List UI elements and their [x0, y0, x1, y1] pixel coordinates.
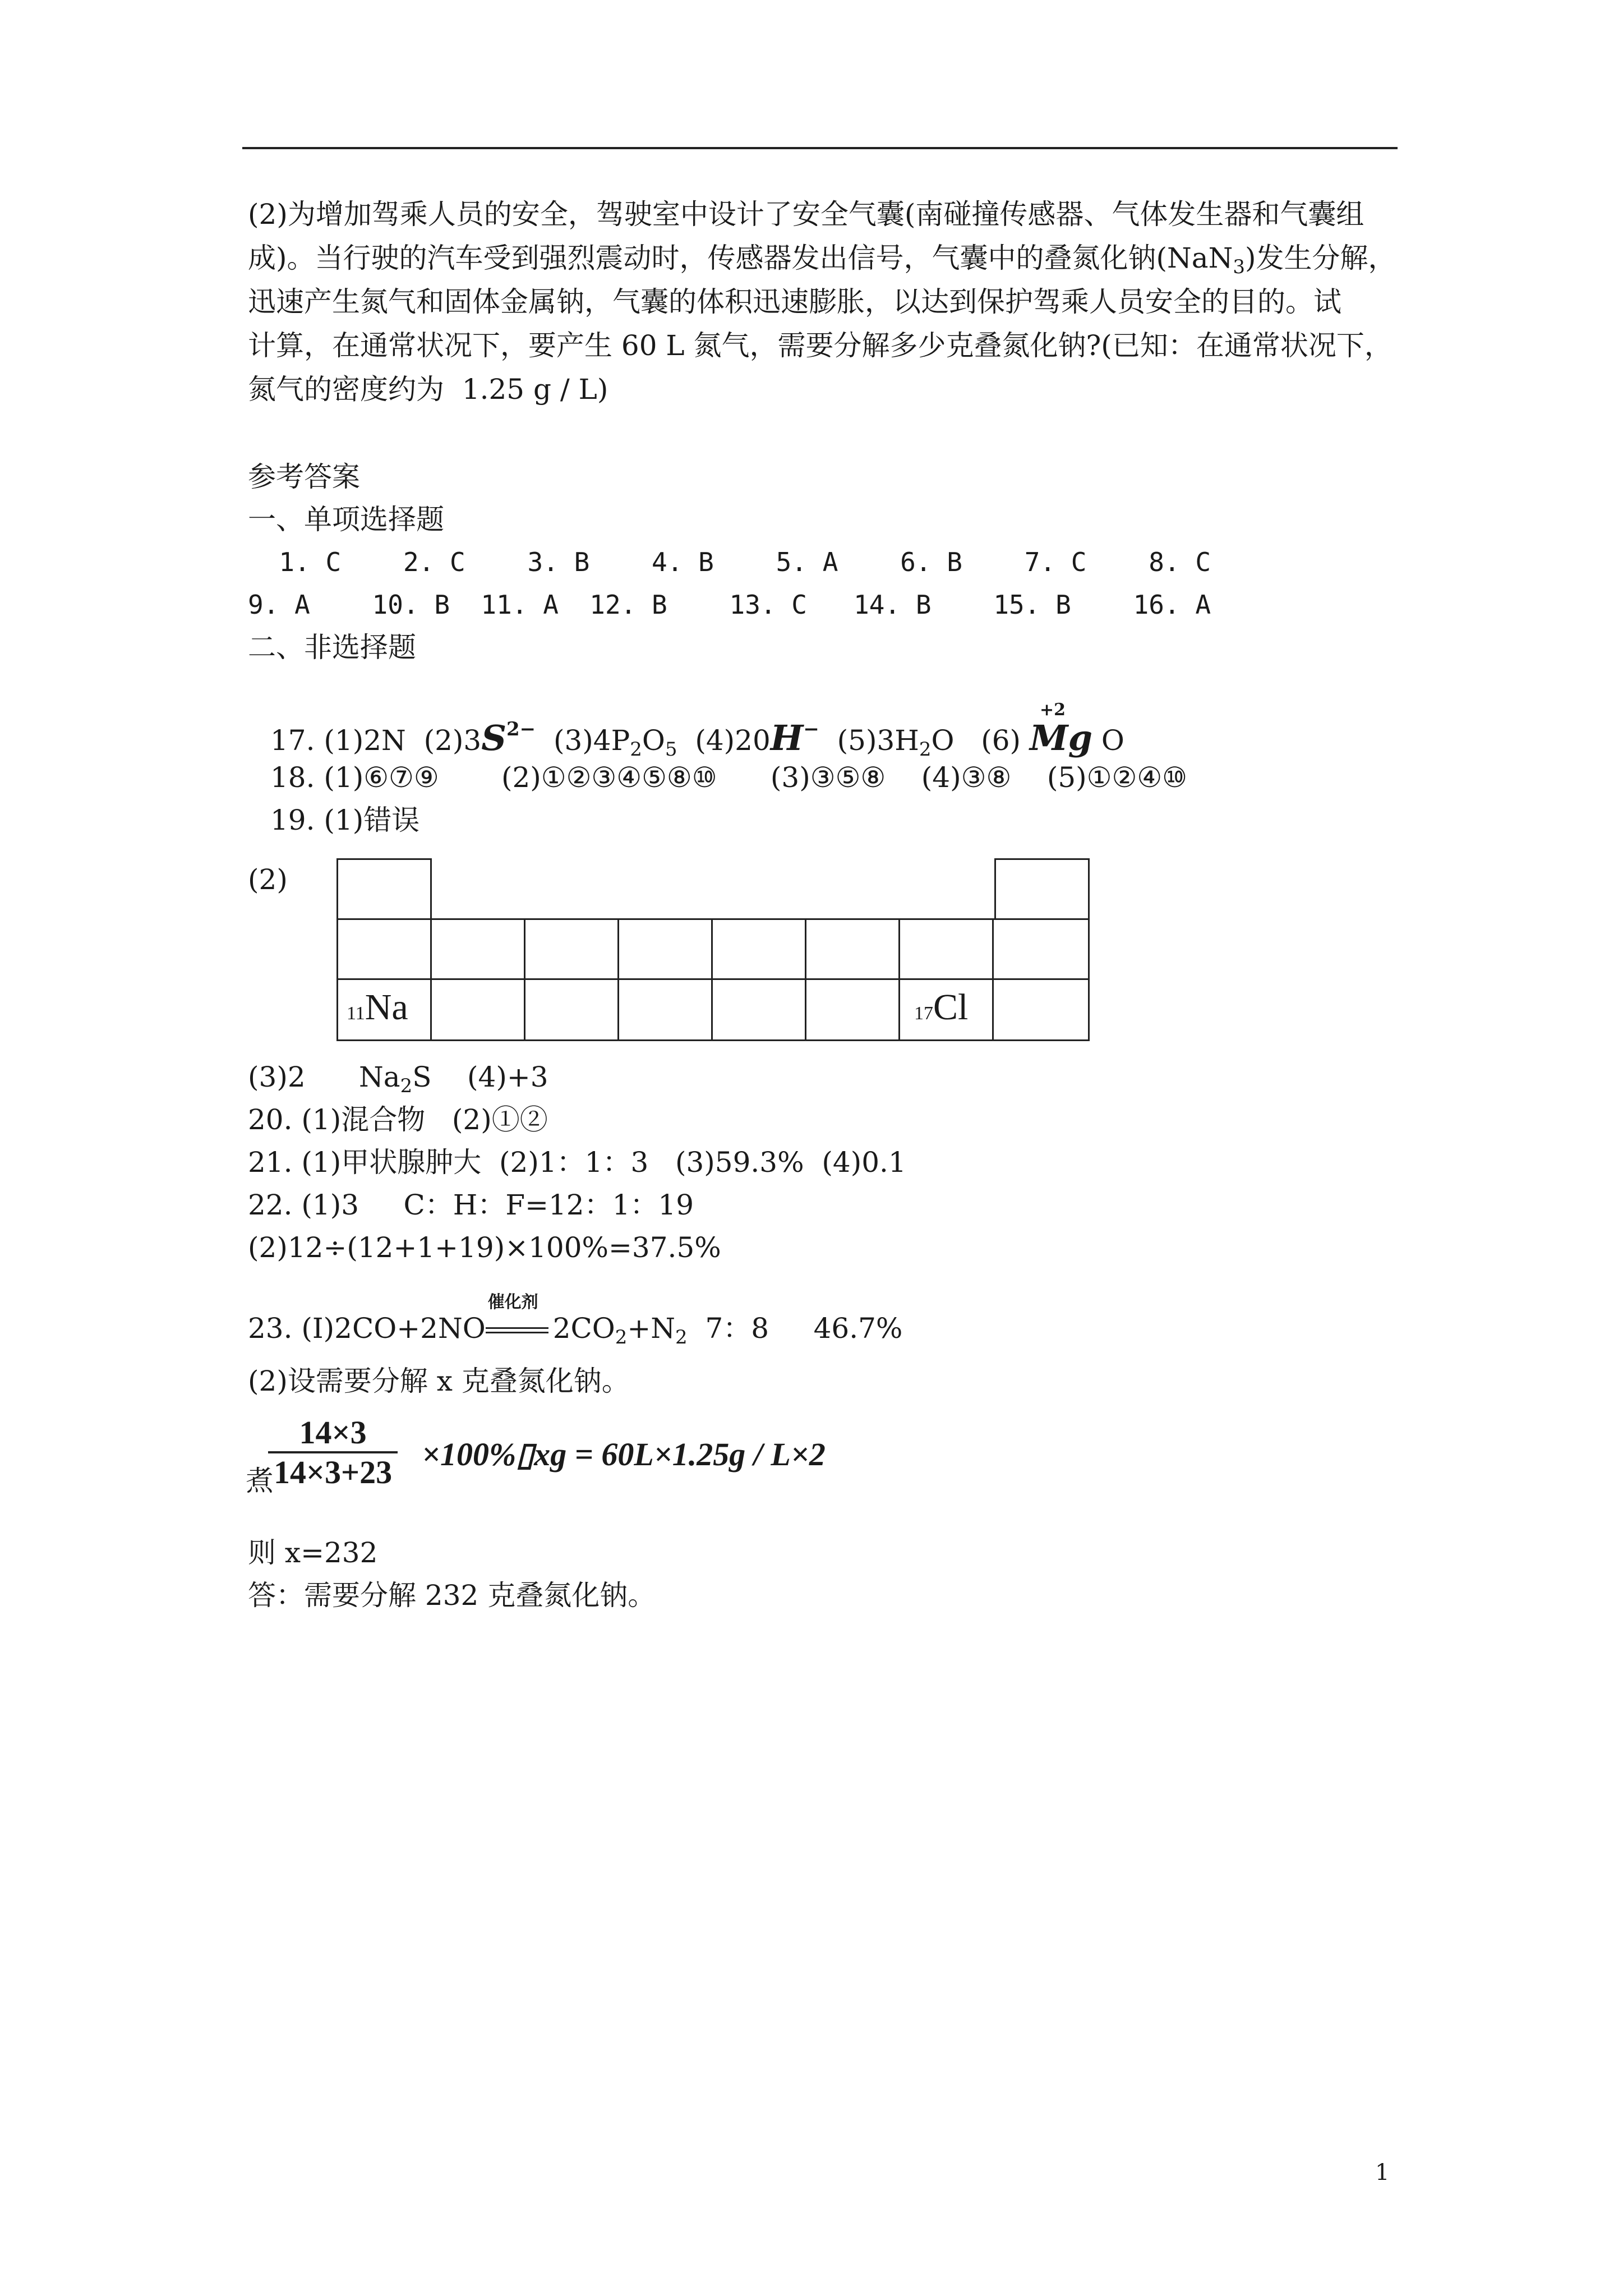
table-cell	[336, 858, 432, 920]
fraction-denominator: 14×3+23	[274, 1454, 393, 1490]
element-chlorine: 17Cl	[914, 987, 969, 1028]
mc-answers-row-1: 1. C 2. C 3. B 4. B 5. A 6. B 7. C 8. C	[248, 547, 1211, 577]
answer-22-2: (2)12÷(12+1+19)×100%=37.5%	[248, 1231, 721, 1264]
table-cell	[992, 978, 1090, 1041]
section-non-choice: 二、非选择题	[248, 631, 416, 664]
table-cell	[805, 918, 900, 980]
section-single-choice: 一、单项选择题	[248, 503, 444, 536]
answer-18: 18. (1)⑥⑦⑨ (2)①②③④⑤⑧⑩ (3)③⑤⑧ (4)③⑧ (5)①②④⑩	[270, 761, 1187, 794]
problem-line-5: 氮气的密度约为 1.25 g / L)	[248, 373, 608, 406]
problem-line-2: 成)。当行驶的汽车受到强烈震动时，传感器发出信号，气囊中的叠氮化钠(NaN$_3$)发生分解，	[248, 242, 1396, 278]
reaction-equals-sign	[486, 1292, 553, 1342]
answer-21: 21. (1)甲状腺肿大 (2)1：1：3 (3)59.3% (4)0.1	[248, 1146, 906, 1179]
formula-tail: ×100%▯xg = 60L×1.25g / L×2	[422, 1436, 826, 1473]
periodic-table-outline	[336, 858, 1088, 1043]
answer-19-2-label: (2)	[248, 863, 288, 896]
answer-19-3: (3)2 $Na_2S$ (4)+3	[248, 1061, 548, 1097]
page-number: 1	[1375, 2160, 1390, 2185]
problem-line-3: 迅速产生氮气和固体金属钠，气囊的体积迅速膨胀，以达到保护驾乘人员安全的目的。试	[248, 286, 1341, 318]
table-cell	[336, 918, 432, 980]
table-cell	[617, 978, 713, 1041]
header-rule	[242, 147, 1398, 149]
problem-line-1: (2)为增加驾乘人员的安全，驾驶室中设计了安全气囊(南碰撞传感器、气体发生器和气囊组	[248, 198, 1364, 231]
table-cell	[898, 918, 994, 980]
table-cell	[994, 858, 1090, 920]
formula-prefix: 煮	[246, 1465, 274, 1497]
table-cell	[992, 918, 1090, 980]
table-cell	[711, 918, 806, 980]
answer-19-1: 19. (1)错误	[270, 804, 420, 836]
answers-heading: 参考答案	[248, 461, 360, 493]
formula-fraction	[268, 1414, 398, 1491]
table-cell	[430, 918, 525, 980]
problem-line-4: 计算，在通常状况下，要产生 60 L 氮气，需要分解多少克叠氮化钠?(已知：在通常状况下，	[248, 329, 1393, 362]
element-sodium: 11Na	[347, 987, 408, 1028]
answer-23: 23. (I)2CO+2NO 催化剂 $2CO_2+N_2$ 7：8 46.7%	[248, 1310, 902, 1355]
table-cell	[524, 918, 619, 980]
final-answer: 答：需要分解 232 克叠氮化钠。	[248, 1579, 656, 1612]
table-cell	[805, 978, 900, 1041]
answer-23-2: (2)设需要分解 x 克叠氮化钠。	[248, 1365, 630, 1397]
table-cell	[617, 918, 713, 980]
answer-17: 17. (1)2N $(2)3S^{2-}$ $(3)4P_2O_5$ (4)20H− $(5)3H_2O$ (6) +2 Mg O	[270, 700, 1124, 761]
answer-20: 20. (1)混合物 (2)①②	[248, 1103, 548, 1136]
table-cell	[524, 978, 619, 1041]
answer-22-1: 22. (1)3 C：H：F=12：1：19	[248, 1189, 694, 1221]
catalyst-label: 催化剂	[487, 1292, 538, 1312]
table-cell	[711, 978, 806, 1041]
table-cell	[430, 978, 525, 1041]
answer-result: 则 x=232	[248, 1536, 378, 1569]
mc-answers-row-2: 9. A 10. B 11. A 12. B 13. C 14. B 15. B 16. A	[248, 590, 1211, 620]
fraction-numerator: 14×3	[268, 1414, 398, 1453]
